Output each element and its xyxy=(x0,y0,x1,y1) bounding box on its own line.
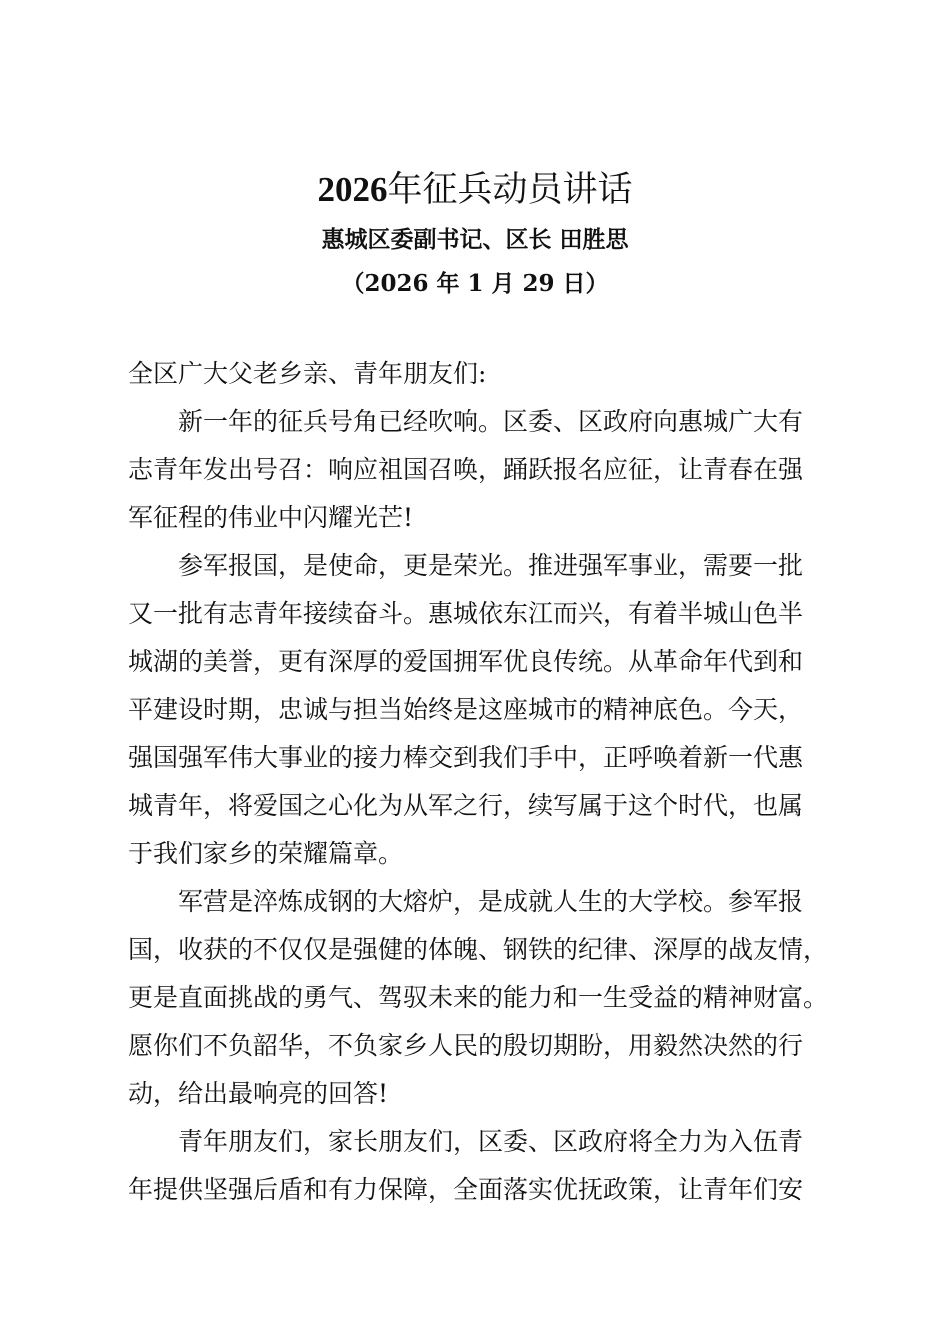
title-year: 2026 xyxy=(317,170,388,209)
speech-body xyxy=(128,350,834,1214)
paragraph-line: 愿你们不负韶华，不负家乡人民的殷切期盼，用毅然决然的行 xyxy=(128,1031,804,1060)
salutation: 全区广大父老乡亲、青年朋友们: xyxy=(128,359,487,388)
paragraph-line: 志青年发出号召：响应祖国召唤，踊跃报名应征，让青春在强 xyxy=(128,455,804,484)
paragraph-line: 城湖的美誉，更有深厚的爱国拥军优良传统。从革命年代到和 xyxy=(128,647,804,676)
title-text: 年征兵动员讲话 xyxy=(387,170,633,210)
document-title xyxy=(0,168,950,212)
paragraph-line: 军营是淬炼成钢的大熔炉，是成就人生的大学校。参军报 xyxy=(178,887,804,916)
paragraph-line: 军征程的伟业中闪耀光芒! xyxy=(128,503,414,532)
speech-date: （2026 年 1 月 29 日） xyxy=(341,270,609,297)
paragraph-line: 又一批有志青年接续奋斗。惠城依东江而兴，有着半城山色半 xyxy=(128,599,804,628)
paragraph-line: 青年朋友们，家长朋友们，区委、区政府将全力为入伍青 xyxy=(178,1127,804,1156)
paragraph-line: 强国强军伟大事业的接力棒交到我们手中，正呼唤着新一代惠 xyxy=(128,743,804,772)
paragraph-line: 更是直面挑战的勇气、驾驭未来的能力和一生受益的精神财富。 xyxy=(128,983,829,1012)
speaker-line: 惠城区委副书记、区长 田胜思 xyxy=(321,226,629,253)
paragraph-line: 年提供坚强后盾和有力保障，全面落实优抚政策，让青年们安 xyxy=(128,1175,804,1204)
paragraph-line: 平建设时期，忠诚与担当始终是这座城市的精神底色。今天， xyxy=(128,695,804,724)
paragraph-line: 城青年，将爱国之心化为从军之行，续写属于这个时代，也属 xyxy=(128,791,804,820)
paragraph-line: 新一年的征兵号角已经吹响。区委、区政府向惠城广大有 xyxy=(178,407,804,436)
paragraph-line: 于我们家乡的荣耀篇章。 xyxy=(128,839,404,868)
paragraph-line: 参军报国，是使命，更是荣光。推进强军事业，需要一批 xyxy=(178,551,804,580)
paragraph-line: 国，收获的不仅仅是强健的体魄、钢铁的纪律、深厚的战友情， xyxy=(128,935,829,964)
paragraph-line: 动，给出最响亮的回答! xyxy=(128,1079,389,1108)
